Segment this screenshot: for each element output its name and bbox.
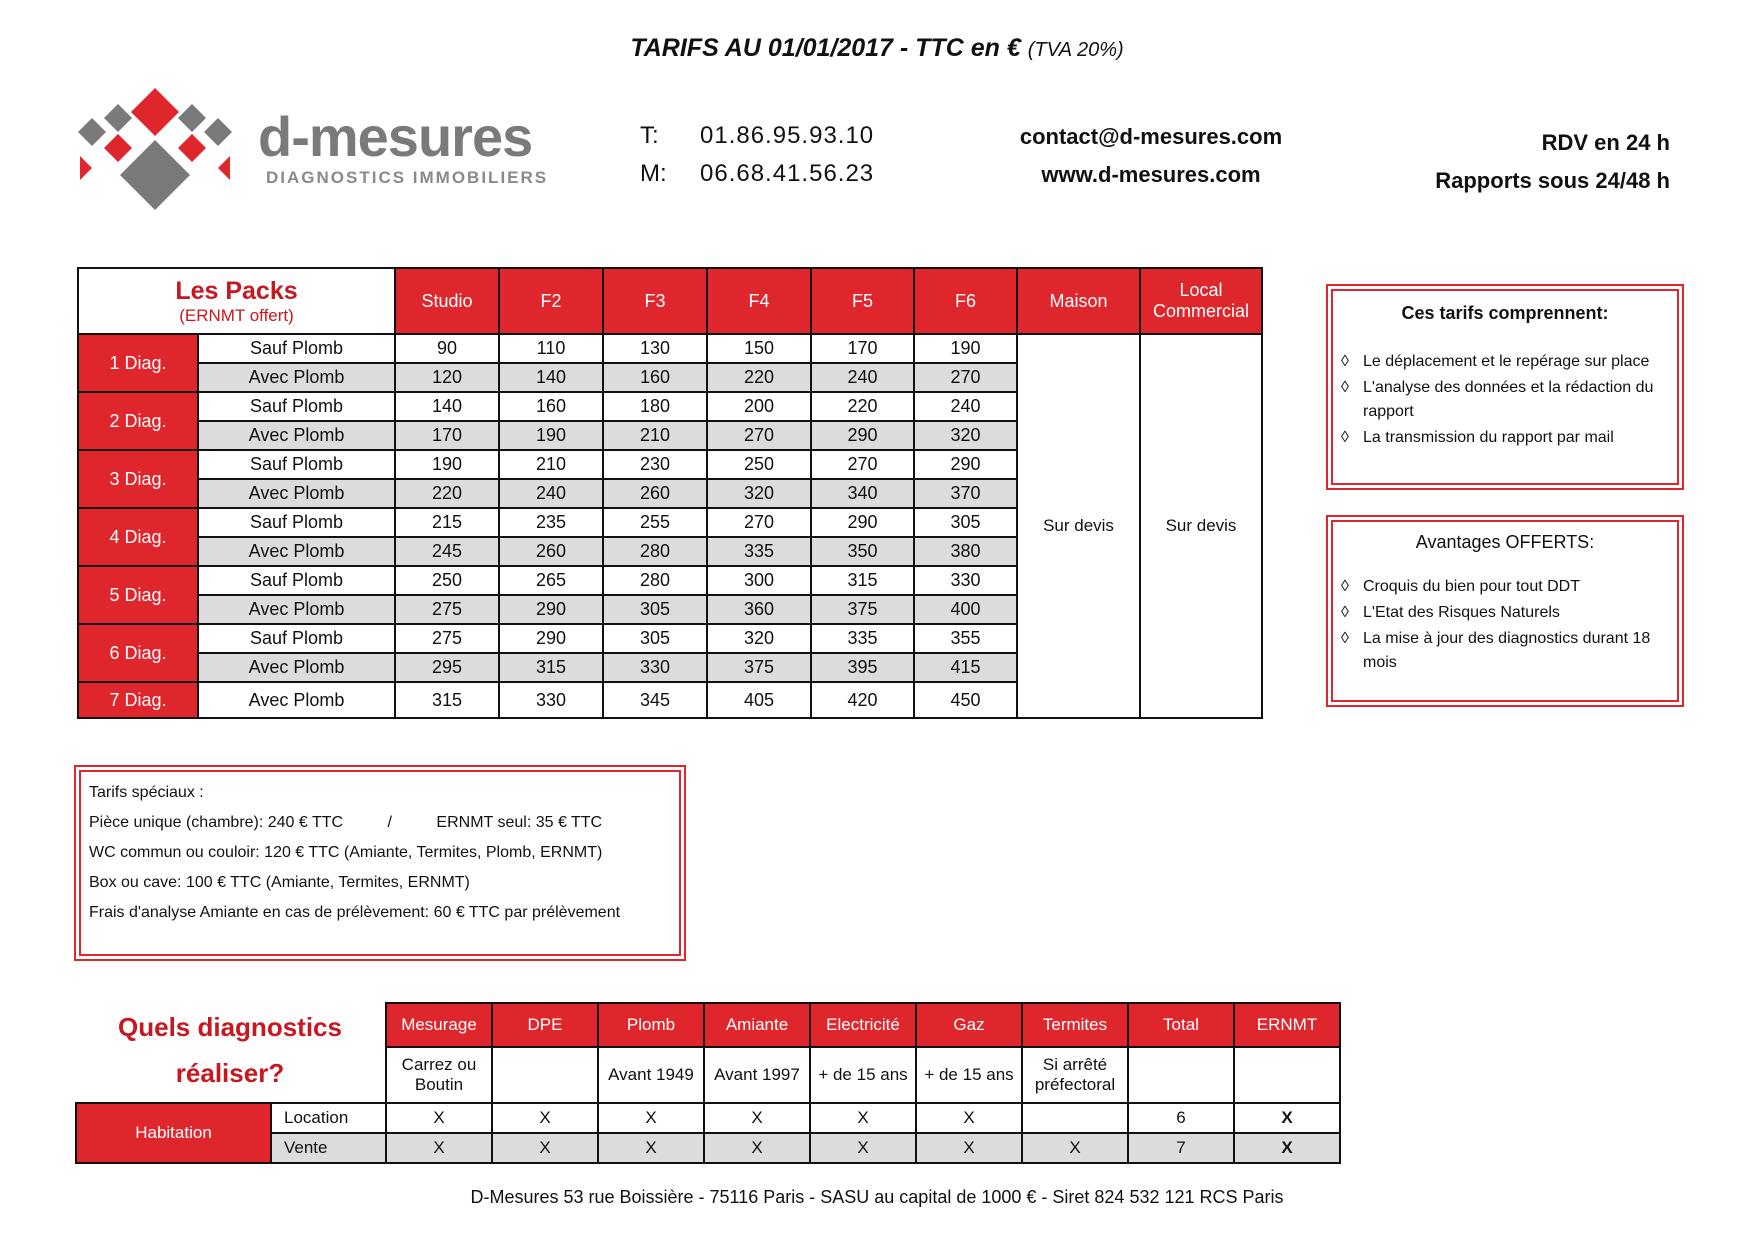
diagnostics-table <box>75 1002 1341 1164</box>
includes-title: Ces tarifs comprennent: <box>1401 303 1609 323</box>
price-cell: 170 <box>811 334 914 363</box>
price-cell: 180 <box>603 392 707 421</box>
maison-quote: Sur devis <box>1017 334 1140 718</box>
price-cell: 240 <box>811 363 914 392</box>
price-cell: 140 <box>499 363 603 392</box>
price-cell: 235 <box>499 508 603 537</box>
price-cell: 315 <box>499 653 603 682</box>
condition-cell <box>1234 1047 1340 1103</box>
price-cell: 255 <box>603 508 707 537</box>
price-cell: 260 <box>499 537 603 566</box>
page-title <box>0 34 1754 63</box>
price-cell: 290 <box>499 595 603 624</box>
price-cell: 375 <box>811 595 914 624</box>
price-cell: 290 <box>499 624 603 653</box>
row-label: Sauf Plomb <box>198 450 395 479</box>
price-cell: 90 <box>395 334 499 363</box>
table-cell: 7 <box>1128 1133 1234 1163</box>
condition-cell: Si arrêté préfectoral <box>1022 1047 1128 1103</box>
price-cell: 330 <box>914 566 1017 595</box>
table-cell: X <box>1234 1133 1340 1163</box>
price-cell: 140 <box>395 392 499 421</box>
list-item: ◊ Croquis du bien pour tout DDT <box>1333 575 1677 599</box>
price-cell: 395 <box>811 653 914 682</box>
price-cell: 295 <box>395 653 499 682</box>
local-commercial-quote: Sur devis <box>1140 334 1262 718</box>
row-label: Avec Plomb <box>198 479 395 508</box>
d-mesures-logo-icon <box>78 88 232 210</box>
packs-title: Les Packs <box>175 276 298 305</box>
price-cell: 335 <box>707 537 811 566</box>
price-cell: 400 <box>914 595 1017 624</box>
phone-number-m[interactable]: 06.68.41.56.23 <box>700 160 875 187</box>
col-header: Electricité <box>810 1003 916 1047</box>
row-label: Vente <box>271 1133 386 1163</box>
price-cell: 160 <box>603 363 707 392</box>
col-header: ERNMT <box>1234 1003 1340 1047</box>
reports-text: Rapports sous 24/48 h <box>1435 168 1670 193</box>
offers-title: Avantages OFFERTS: <box>1415 532 1595 552</box>
phone-number-t[interactable]: 01.86.95.93.10 <box>700 122 875 149</box>
table-cell: X <box>704 1133 810 1163</box>
price-cell: 270 <box>707 508 811 537</box>
row-label: Avec Plomb <box>198 682 395 718</box>
special-line: Pièce unique (chambre): 240 € TTC / ERNMT seul: 35 € TTC <box>89 814 603 831</box>
price-cell: 220 <box>395 479 499 508</box>
includes-box <box>1331 289 1679 485</box>
price-cell: 160 <box>499 392 603 421</box>
table-cell: X <box>386 1103 492 1133</box>
price-cell: 330 <box>603 653 707 682</box>
price-cell: 340 <box>811 479 914 508</box>
price-cell: 305 <box>603 595 707 624</box>
price-cell: 190 <box>395 450 499 479</box>
col-header: F2 <box>499 268 603 334</box>
price-cell: 275 <box>395 624 499 653</box>
special-line: WC commun ou couloir: 120 € TTC (Amiante, Termites, Plomb, ERNMT) <box>89 844 603 861</box>
col-header: Local Commercial <box>1140 268 1262 334</box>
diag-label: 1 Diag. <box>78 334 198 392</box>
price-cell: 330 <box>499 682 603 718</box>
col-header: Termites <box>1022 1003 1128 1047</box>
condition-cell: Avant 1949 <box>598 1047 704 1103</box>
table-row <box>78 334 1262 363</box>
price-cell: 280 <box>603 537 707 566</box>
price-cell: 150 <box>707 334 811 363</box>
table-cell: X <box>492 1103 598 1133</box>
list-item: ◊ L'Etat des Risques Naturels <box>1333 601 1677 625</box>
condition-cell: + de 15 ans <box>810 1047 916 1103</box>
list-item: ◊ La transmission du rapport par mail <box>1333 426 1677 450</box>
diag-label: 3 Diag. <box>78 450 198 508</box>
price-cell: 360 <box>707 595 811 624</box>
price-cell: 380 <box>914 537 1017 566</box>
website-link[interactable]: www.d-mesures.com <box>1041 162 1261 187</box>
table-cell: X <box>386 1133 492 1163</box>
packs-subtitle: (ERNMT offert) <box>179 305 294 325</box>
price-cell: 320 <box>707 479 811 508</box>
price-cell: 375 <box>707 653 811 682</box>
price-cell: 260 <box>603 479 707 508</box>
price-cell: 220 <box>811 392 914 421</box>
table-cell: X <box>1022 1133 1128 1163</box>
brand-name: d-mesures <box>258 105 533 168</box>
price-cell: 270 <box>914 363 1017 392</box>
price-cell: 250 <box>395 566 499 595</box>
price-cell: 270 <box>707 421 811 450</box>
row-label: Sauf Plomb <box>198 566 395 595</box>
row-label: Avec Plomb <box>198 653 395 682</box>
price-cell: 290 <box>811 421 914 450</box>
price-cell: 290 <box>914 450 1017 479</box>
price-cell: 405 <box>707 682 811 718</box>
price-cell: 450 <box>914 682 1017 718</box>
table-cell: 6 <box>1128 1103 1234 1133</box>
diagnostics-heading-line1: Quels diagnostics <box>118 1012 342 1042</box>
table-row <box>76 1103 1340 1133</box>
price-cell: 230 <box>603 450 707 479</box>
price-cell: 315 <box>395 682 499 718</box>
table-cell: X <box>492 1133 598 1163</box>
price-cell: 245 <box>395 537 499 566</box>
price-cell: 120 <box>395 363 499 392</box>
price-cell: 370 <box>914 479 1017 508</box>
diamond-bullet-icon: ◊ <box>1341 578 1349 595</box>
price-cell: 200 <box>707 392 811 421</box>
diamond-bullet-icon: ◊ <box>1341 604 1349 621</box>
row-label: Location <box>271 1103 386 1133</box>
price-cell: 170 <box>395 421 499 450</box>
price-cell: 190 <box>914 334 1017 363</box>
col-header: Studio <box>395 268 499 334</box>
price-cell: 250 <box>707 450 811 479</box>
price-cell: 275 <box>395 595 499 624</box>
price-cell: 355 <box>914 624 1017 653</box>
packs-table <box>77 267 1263 719</box>
price-cell: 420 <box>811 682 914 718</box>
diamond-bullet-icon: ◊ <box>1341 630 1349 647</box>
table-cell: X <box>1234 1103 1340 1133</box>
col-header: Amiante <box>704 1003 810 1047</box>
special-line: Frais d'analyse Amiante en cas de prélèvement: 60 € TTC par prélèvement <box>89 904 621 921</box>
table-cell: X <box>704 1103 810 1133</box>
price-cell: 210 <box>499 450 603 479</box>
table-cell: X <box>916 1133 1022 1163</box>
diag-label: 2 Diag. <box>78 392 198 450</box>
offers-box <box>1331 520 1679 702</box>
price-cell: 320 <box>914 421 1017 450</box>
price-cell: 315 <box>811 566 914 595</box>
row-label: Sauf Plomb <box>198 334 395 363</box>
special-title: Tarifs spéciaux : <box>89 784 204 801</box>
col-header: F6 <box>914 268 1017 334</box>
table-cell: X <box>916 1103 1022 1133</box>
price-cell: 190 <box>499 421 603 450</box>
special-line: Box ou cave: 100 € TTC (Amiante, Termites, ERNMT) <box>89 874 470 891</box>
footer-text: D-Mesures 53 rue Boissière - 75116 Paris - SASU au capital de 1000 € - Siret 824 532 121 RCS Paris <box>470 1187 1284 1207</box>
row-label: Avec Plomb <box>198 595 395 624</box>
col-header: F3 <box>603 268 707 334</box>
phone-label-m: M: <box>640 160 667 187</box>
col-header: Maison <box>1017 268 1140 334</box>
col-header: Gaz <box>916 1003 1022 1047</box>
price-cell: 110 <box>499 334 603 363</box>
table-cell: X <box>810 1103 916 1133</box>
col-header: Total <box>1128 1003 1234 1047</box>
price-cell: 215 <box>395 508 499 537</box>
title-main: TARIFS AU 01/01/2017 - TTC en € <box>630 34 1021 62</box>
price-cell: 270 <box>811 450 914 479</box>
price-cell: 320 <box>707 624 811 653</box>
col-header: F5 <box>811 268 914 334</box>
row-label: Avec Plomb <box>198 537 395 566</box>
col-header: Mesurage <box>386 1003 492 1047</box>
diag-label: 6 Diag. <box>78 624 198 682</box>
habitation-label: Habitation <box>76 1103 271 1163</box>
price-cell: 350 <box>811 537 914 566</box>
price-cell: 305 <box>603 624 707 653</box>
title-vat: (TVA 20%) <box>1027 39 1124 61</box>
price-cell: 220 <box>707 363 811 392</box>
diamond-bullet-icon: ◊ <box>1341 429 1349 446</box>
packs-header <box>78 268 395 334</box>
col-header: F4 <box>707 268 811 334</box>
price-cell: 240 <box>914 392 1017 421</box>
price-cell: 240 <box>499 479 603 508</box>
diagnostics-heading-line2: réaliser? <box>175 1058 285 1088</box>
price-cell: 290 <box>811 508 914 537</box>
email-link[interactable]: contact@d-mesures.com <box>1019 124 1283 149</box>
list-item: ◊ L'analyse des données et la rédaction du rapport <box>1333 376 1677 424</box>
table-cell: X <box>598 1133 704 1163</box>
row-label: Sauf Plomb <box>198 624 395 653</box>
col-header: Plomb <box>598 1003 704 1047</box>
table-cell <box>1022 1103 1128 1133</box>
diamond-bullet-icon: ◊ <box>1341 379 1349 396</box>
list-item: ◊ Le déplacement et le repérage sur place <box>1333 350 1677 374</box>
special-rates-box <box>79 770 681 956</box>
price-cell: 415 <box>914 653 1017 682</box>
price-cell: 130 <box>603 334 707 363</box>
price-cell: 265 <box>499 566 603 595</box>
phone-label-t: T: <box>640 122 659 149</box>
diag-label: 5 Diag. <box>78 566 198 624</box>
condition-cell: Carrez ou Boutin <box>386 1047 492 1103</box>
list-item: ◊ La mise à jour des diagnostics durant 18 mois <box>1333 627 1677 675</box>
table-cell: X <box>598 1103 704 1133</box>
price-cell: 300 <box>707 566 811 595</box>
price-cell: 345 <box>603 682 707 718</box>
condition-cell <box>492 1047 598 1103</box>
condition-cell <box>1128 1047 1234 1103</box>
col-header: DPE <box>492 1003 598 1047</box>
brand-subtitle: DIAGNOSTICS IMMOBILIERS <box>266 168 549 187</box>
row-label: Sauf Plomb <box>198 508 395 537</box>
diag-label: 4 Diag. <box>78 508 198 566</box>
price-cell: 335 <box>811 624 914 653</box>
table-cell: X <box>810 1133 916 1163</box>
condition-cell: Avant 1997 <box>704 1047 810 1103</box>
rdv-text: RDV en 24 h <box>1541 130 1670 155</box>
price-cell: 280 <box>603 566 707 595</box>
row-label: Avec Plomb <box>198 421 395 450</box>
row-label: Sauf Plomb <box>198 392 395 421</box>
price-cell: 305 <box>914 508 1017 537</box>
condition-cell: + de 15 ans <box>916 1047 1022 1103</box>
diamond-bullet-icon: ◊ <box>1341 353 1349 370</box>
row-label: Avec Plomb <box>198 363 395 392</box>
price-cell: 210 <box>603 421 707 450</box>
diag-label: 7 Diag. <box>78 682 198 718</box>
